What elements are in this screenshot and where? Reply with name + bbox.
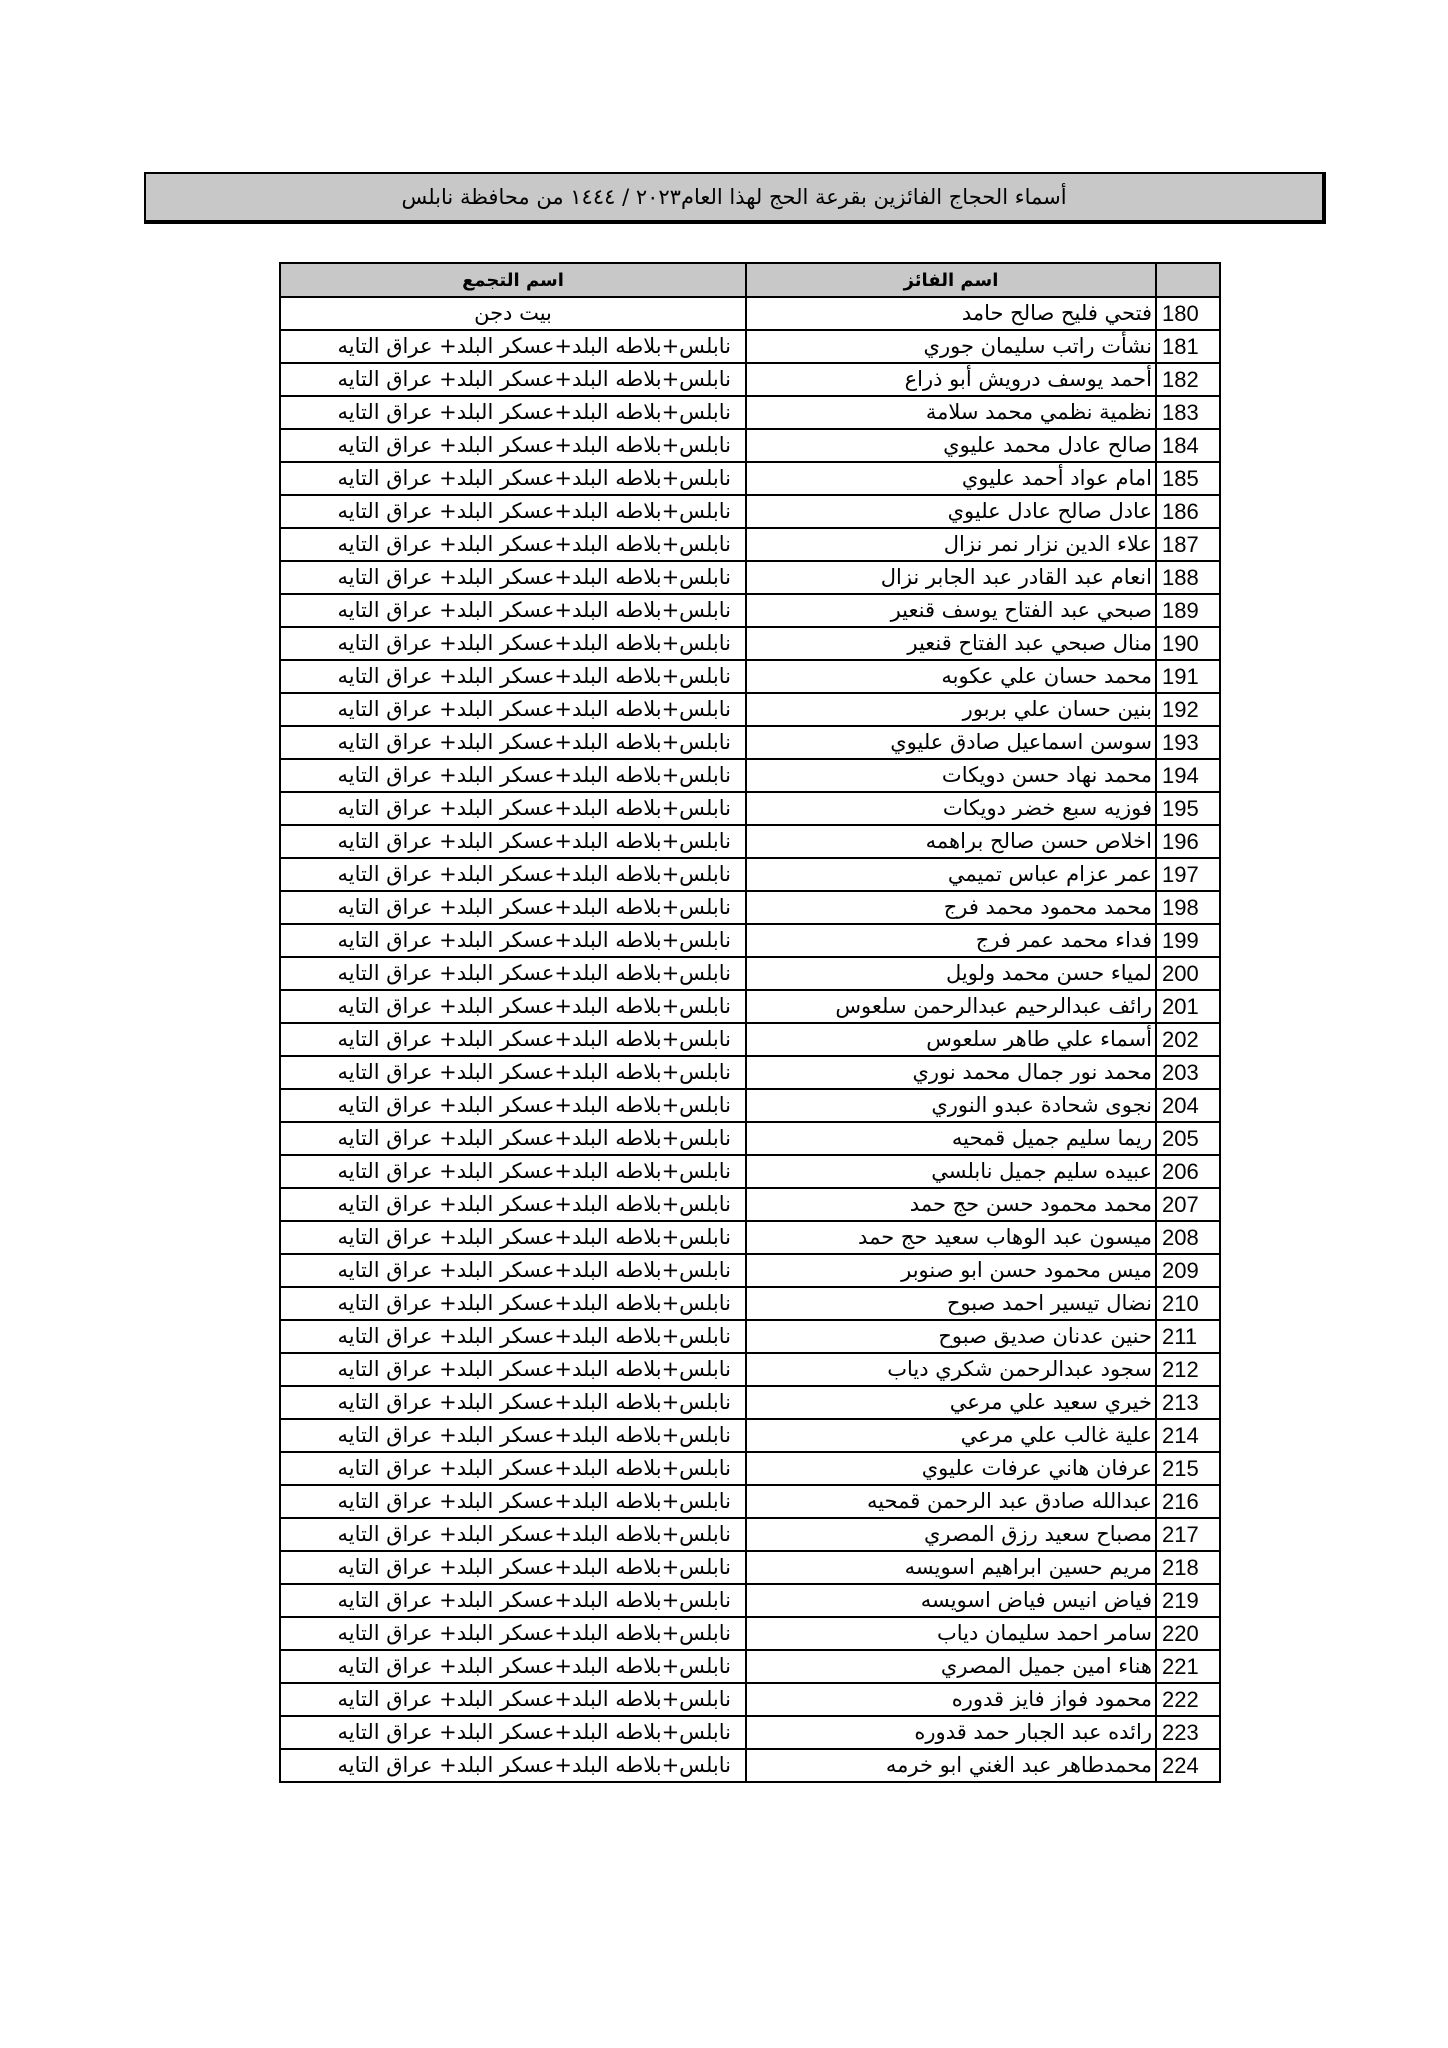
table-row [280, 1122, 1220, 1155]
group-name: نابلس+بلاطه البلد+عسكر البلد+ عراق التايه [280, 1419, 746, 1452]
winner-name: ميس محمود حسن ابو صنوبر [746, 1254, 1156, 1287]
row-number: 207 [1156, 1188, 1220, 1221]
winner-name: محمد نهاد حسن دويكات [746, 759, 1156, 792]
group-name: نابلس+بلاطه البلد+عسكر البلد+ عراق التايه [280, 726, 746, 759]
table-row [280, 495, 1220, 528]
group-name: نابلس+بلاطه البلد+عسكر البلد+ عراق التايه [280, 429, 746, 462]
row-number: 220 [1156, 1617, 1220, 1650]
row-number: 197 [1156, 858, 1220, 891]
row-number: 188 [1156, 561, 1220, 594]
row-number: 213 [1156, 1386, 1220, 1419]
winner-name: رائده عبد الجبار حمد قدوره [746, 1716, 1156, 1749]
group-name: نابلس+بلاطه البلد+عسكر البلد+ عراق التايه [280, 1056, 746, 1089]
row-number: 200 [1156, 957, 1220, 990]
table-row [280, 1089, 1220, 1122]
table-row [280, 1254, 1220, 1287]
row-number: 184 [1156, 429, 1220, 462]
group-name: نابلس+بلاطه البلد+عسكر البلد+ عراق التايه [280, 462, 746, 495]
row-number: 182 [1156, 363, 1220, 396]
table-row [280, 594, 1220, 627]
row-number: 221 [1156, 1650, 1220, 1683]
table-row [280, 1320, 1220, 1353]
row-number: 191 [1156, 660, 1220, 693]
table-row [280, 1155, 1220, 1188]
group-name: نابلس+بلاطه البلد+عسكر البلد+ عراق التايه [280, 330, 746, 363]
winner-name: أسماء علي طاهر سلعوس [746, 1023, 1156, 1056]
row-number: 218 [1156, 1551, 1220, 1584]
table-row [280, 759, 1220, 792]
row-number: 210 [1156, 1287, 1220, 1320]
row-number: 224 [1156, 1749, 1220, 1782]
winner-name: فوزيه سبع خضر دويكات [746, 792, 1156, 825]
group-name: نابلس+بلاطه البلد+عسكر البلد+ عراق التايه [280, 1353, 746, 1386]
row-number: 185 [1156, 462, 1220, 495]
winner-name: مصباح سعيد رزق المصري [746, 1518, 1156, 1551]
group-name: نابلس+بلاطه البلد+عسكر البلد+ عراق التايه [280, 1749, 746, 1782]
winner-name: ميسون عبد الوهاب سعيد حج حمد [746, 1221, 1156, 1254]
table-row [280, 1056, 1220, 1089]
row-number: 202 [1156, 1023, 1220, 1056]
row-number: 194 [1156, 759, 1220, 792]
table-row [280, 891, 1220, 924]
winner-name: صالح عادل محمد عليوي [746, 429, 1156, 462]
table-row [280, 396, 1220, 429]
winner-name: صبحي عبد الفتاح يوسف قنعير [746, 594, 1156, 627]
winner-name: نضال تيسير احمد صبوح [746, 1287, 1156, 1320]
row-number: 208 [1156, 1221, 1220, 1254]
page-title-text: أسماء الحجاج الفائزين بقرعة الحج لهذا العام٢٠٢٣ / ١٤٤٤ من محافظة نابلس [401, 185, 1067, 209]
group-name: نابلس+بلاطه البلد+عسكر البلد+ عراق التايه [280, 1518, 746, 1551]
winner-name: لمياء حسن محمد ولويل [746, 957, 1156, 990]
winners-table [279, 262, 1221, 1783]
row-number: 190 [1156, 627, 1220, 660]
winner-name: منال صبحي عبد الفتاح قنعير [746, 627, 1156, 660]
table-row [280, 957, 1220, 990]
table-row [280, 363, 1220, 396]
group-name: نابلس+بلاطه البلد+عسكر البلد+ عراق التايه [280, 495, 746, 528]
winner-name: محمود فواز فايز قدوره [746, 1683, 1156, 1716]
winner-name: عبدالله صادق عبد الرحمن قمحيه [746, 1485, 1156, 1518]
group-name: نابلس+بلاطه البلد+عسكر البلد+ عراق التايه [280, 1089, 746, 1122]
group-name: نابلس+بلاطه البلد+عسكر البلد+ عراق التايه [280, 957, 746, 990]
row-number: 201 [1156, 990, 1220, 1023]
group-name: نابلس+بلاطه البلد+عسكر البلد+ عراق التايه [280, 924, 746, 957]
row-number: 196 [1156, 825, 1220, 858]
winner-name: خيري سعيد علي مرعي [746, 1386, 1156, 1419]
group-name: نابلس+بلاطه البلد+عسكر البلد+ عراق التايه [280, 1023, 746, 1056]
group-name: نابلس+بلاطه البلد+عسكر البلد+ عراق التايه [280, 1155, 746, 1188]
winner-name: سوسن اسماعيل صادق عليوي [746, 726, 1156, 759]
winner-name: محمدطاهر عبد الغني ابو خرمه [746, 1749, 1156, 1782]
table-row [280, 627, 1220, 660]
row-number: 209 [1156, 1254, 1220, 1287]
group-name: نابلس+بلاطه البلد+عسكر البلد+ عراق التايه [280, 1188, 746, 1221]
table-row [280, 1551, 1220, 1584]
row-number: 183 [1156, 396, 1220, 429]
table-row [280, 1650, 1220, 1683]
group-name: نابلس+بلاطه البلد+عسكر البلد+ عراق التايه [280, 528, 746, 561]
group-name: نابلس+بلاطه البلد+عسكر البلد+ عراق التايه [280, 1320, 746, 1353]
row-number: 193 [1156, 726, 1220, 759]
group-name: نابلس+بلاطه البلد+عسكر البلد+ عراق التايه [280, 1551, 746, 1584]
winner-name: فتحي فليح صالح حامد [746, 297, 1156, 330]
group-name: نابلس+بلاطه البلد+عسكر البلد+ عراق التايه [280, 594, 746, 627]
winner-name: فياض انيس فياض اسويسه [746, 1584, 1156, 1617]
winner-name: مريم حسين ابراهيم اسويسه [746, 1551, 1156, 1584]
winner-name: هناء امين جميل المصري [746, 1650, 1156, 1683]
group-name: نابلس+بلاطه البلد+عسكر البلد+ عراق التايه [280, 1221, 746, 1254]
table-row [280, 1353, 1220, 1386]
table-row [280, 429, 1220, 462]
winner-name: نشأت راتب سليمان جوري [746, 330, 1156, 363]
winner-name: امام عواد أحمد عليوي [746, 462, 1156, 495]
table-row [280, 1749, 1220, 1782]
group-name: نابلس+بلاطه البلد+عسكر البلد+ عراق التايه [280, 561, 746, 594]
row-number: 212 [1156, 1353, 1220, 1386]
winner-name: علاء الدين نزار نمر نزال [746, 528, 1156, 561]
group-name: نابلس+بلاطه البلد+عسكر البلد+ عراق التايه [280, 1584, 746, 1617]
header-winner-name: اسم الفائز [746, 263, 1156, 297]
winner-name: محمد محمود حسن حج حمد [746, 1188, 1156, 1221]
table-row [280, 1584, 1220, 1617]
table-body [280, 297, 1220, 1782]
table-row [280, 330, 1220, 363]
page-title [144, 172, 1326, 224]
row-number: 181 [1156, 330, 1220, 363]
group-name: نابلس+بلاطه البلد+عسكر البلد+ عراق التايه [280, 1287, 746, 1320]
table-row [280, 693, 1220, 726]
winner-name: رائف عبدالرحيم عبدالرحمن سلعوس [746, 990, 1156, 1023]
row-number: 222 [1156, 1683, 1220, 1716]
winner-name: علية غالب علي مرعي [746, 1419, 1156, 1452]
group-name: نابلس+بلاطه البلد+عسكر البلد+ عراق التايه [280, 1122, 746, 1155]
table-row [280, 1419, 1220, 1452]
table-row [280, 858, 1220, 891]
winners-table-container [279, 262, 1219, 1783]
row-number: 195 [1156, 792, 1220, 825]
winner-name: فداء محمد عمر فرج [746, 924, 1156, 957]
winner-name: محمد حسان علي عكوبه [746, 660, 1156, 693]
table-row [280, 297, 1220, 330]
group-name: نابلس+بلاطه البلد+عسكر البلد+ عراق التايه [280, 660, 746, 693]
row-number: 211 [1156, 1320, 1220, 1353]
table-row [280, 1023, 1220, 1056]
winner-name: حنين عدنان صديق صبوح [746, 1320, 1156, 1353]
row-number: 206 [1156, 1155, 1220, 1188]
group-name: نابلس+بلاطه البلد+عسكر البلد+ عراق التايه [280, 1650, 746, 1683]
row-number: 199 [1156, 924, 1220, 957]
winner-name: اخلاص حسن صالح براهمه [746, 825, 1156, 858]
table-row [280, 1683, 1220, 1716]
row-number: 203 [1156, 1056, 1220, 1089]
row-number: 205 [1156, 1122, 1220, 1155]
row-number: 223 [1156, 1716, 1220, 1749]
table-row [280, 825, 1220, 858]
winner-name: عمر عزام عباس تميمي [746, 858, 1156, 891]
group-name: نابلس+بلاطه البلد+عسكر البلد+ عراق التايه [280, 1386, 746, 1419]
row-number: 189 [1156, 594, 1220, 627]
group-name: بيت دجن [280, 297, 746, 330]
group-name: نابلس+بلاطه البلد+عسكر البلد+ عراق التايه [280, 891, 746, 924]
group-name: نابلس+بلاطه البلد+عسكر البلد+ عراق التايه [280, 825, 746, 858]
winner-name: ريما سليم جميل قمحيه [746, 1122, 1156, 1155]
group-name: نابلس+بلاطه البلد+عسكر البلد+ عراق التايه [280, 363, 746, 396]
group-name: نابلس+بلاطه البلد+عسكر البلد+ عراق التايه [280, 1683, 746, 1716]
header-group-name: اسم التجمع [280, 263, 746, 297]
winner-name: عرفان هاني عرفات عليوي [746, 1452, 1156, 1485]
winner-name: انعام عبد القادر عبد الجابر نزال [746, 561, 1156, 594]
table-row [280, 1617, 1220, 1650]
table-row [280, 1716, 1220, 1749]
winner-name: محمد نور جمال محمد نوري [746, 1056, 1156, 1089]
row-number: 198 [1156, 891, 1220, 924]
table-row [280, 1386, 1220, 1419]
group-name: نابلس+بلاطه البلد+عسكر البلد+ عراق التايه [280, 858, 746, 891]
row-number: 214 [1156, 1419, 1220, 1452]
table-row [280, 1221, 1220, 1254]
winner-name: نظمية نظمي محمد سلامة [746, 396, 1156, 429]
table-row [280, 726, 1220, 759]
table-row [280, 990, 1220, 1023]
group-name: نابلس+بلاطه البلد+عسكر البلد+ عراق التايه [280, 990, 746, 1023]
winner-name: سجود عبدالرحمن شكري دياب [746, 1353, 1156, 1386]
table-header-row [280, 263, 1220, 297]
winner-name: بنين حسان علي بربور [746, 693, 1156, 726]
group-name: نابلس+بلاطه البلد+عسكر البلد+ عراق التايه [280, 1485, 746, 1518]
group-name: نابلس+بلاطه البلد+عسكر البلد+ عراق التايه [280, 1716, 746, 1749]
group-name: نابلس+بلاطه البلد+عسكر البلد+ عراق التايه [280, 1452, 746, 1485]
row-number: 187 [1156, 528, 1220, 561]
row-number: 215 [1156, 1452, 1220, 1485]
winner-name: محمد محمود محمد فرج [746, 891, 1156, 924]
table-row [280, 1452, 1220, 1485]
table-row [280, 1188, 1220, 1221]
group-name: نابلس+بلاطه البلد+عسكر البلد+ عراق التايه [280, 693, 746, 726]
table-row [280, 528, 1220, 561]
table-row [280, 924, 1220, 957]
table-row [280, 1518, 1220, 1551]
group-name: نابلس+بلاطه البلد+عسكر البلد+ عراق التايه [280, 627, 746, 660]
winner-name: أحمد يوسف درويش أبو ذراع [746, 363, 1156, 396]
table-row [280, 462, 1220, 495]
table-row [280, 660, 1220, 693]
table-row [280, 561, 1220, 594]
winner-name: عبيده سليم جميل نابلسي [746, 1155, 1156, 1188]
table-row [280, 1287, 1220, 1320]
row-number: 186 [1156, 495, 1220, 528]
table-row [280, 792, 1220, 825]
group-name: نابلس+بلاطه البلد+عسكر البلد+ عراق التايه [280, 792, 746, 825]
row-number: 219 [1156, 1584, 1220, 1617]
row-number: 216 [1156, 1485, 1220, 1518]
header-number [1156, 263, 1220, 297]
winner-name: نجوى شحادة عبدو النوري [746, 1089, 1156, 1122]
row-number: 204 [1156, 1089, 1220, 1122]
group-name: نابلس+بلاطه البلد+عسكر البلد+ عراق التايه [280, 1617, 746, 1650]
row-number: 180 [1156, 297, 1220, 330]
group-name: نابلس+بلاطه البلد+عسكر البلد+ عراق التايه [280, 759, 746, 792]
row-number: 192 [1156, 693, 1220, 726]
group-name: نابلس+بلاطه البلد+عسكر البلد+ عراق التايه [280, 1254, 746, 1287]
winner-name: عادل صالح عادل عليوي [746, 495, 1156, 528]
winner-name: سامر احمد سليمان دياب [746, 1617, 1156, 1650]
group-name: نابلس+بلاطه البلد+عسكر البلد+ عراق التايه [280, 396, 746, 429]
row-number: 217 [1156, 1518, 1220, 1551]
table-row [280, 1485, 1220, 1518]
